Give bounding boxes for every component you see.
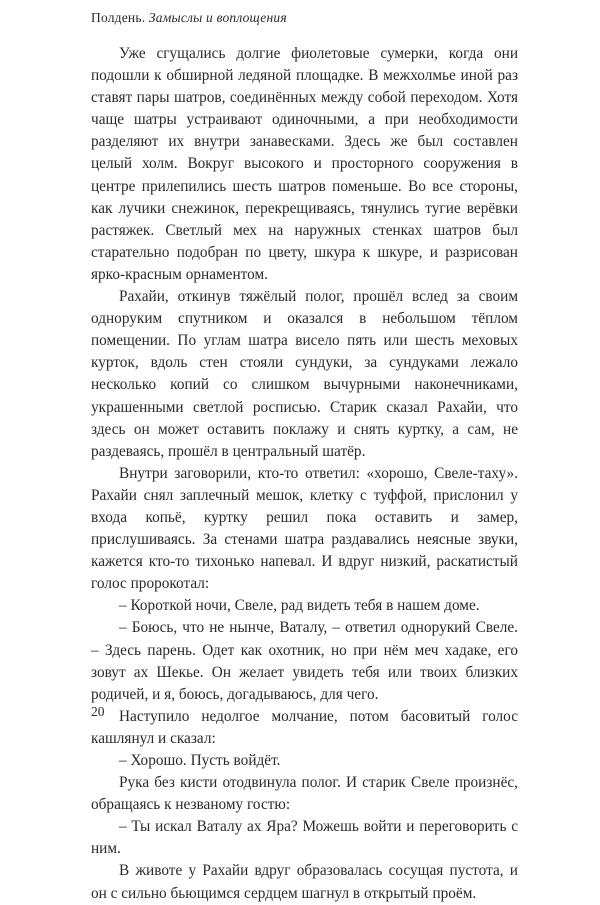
paragraph: Рука без кисти отодвинула полог. И старик Свеле произнёс, обращаясь к незваному гостю:	[91, 774, 518, 814]
text-body	[91, 43, 518, 905]
running-header	[91, 10, 287, 26]
paragraph: Наступило недолгое молчание, потом басовитый голос кашлянул и сказал:	[91, 707, 518, 747]
dialogue-line: – Короткой ночи, Свеле, рад видеть тебя в нашем доме.	[119, 597, 480, 615]
dialogue-line: – Ты искал Ваталу ах Яра? Можешь войти и переговорить с ним.	[91, 818, 518, 858]
paragraph: Уже сгущались долгие фиолетовые сумерки, когда они подошли к обширной ледяной площадке. В межхолмье иной раз ставят пары шатров, соединённых между собой переходом. Хотя чаще шатры устраивают одиночными, а при необходимости разделяют их внутри занавесками. Здесь же был составлен целый холм. Вокруг высокого и просторного сооружения в центре прилепились шесть шатров поменьше. Во все стороны, как лучики снежинок, перекрещиваясь, тянулись тугие верёвки растяжек. Светлый мех на наружных стенках шатров был старательно подобран по цвету, шкура к шкуре, и разрисован ярко-красным орнаментом.	[91, 45, 518, 283]
paragraph: В животе у Рахайи вдруг образовалась сосущая пустота, и он с сильно бьющимся сердцем шагнул в открытый проём.	[91, 862, 518, 902]
page-number: 20	[91, 704, 105, 719]
paragraph: Внутри заговорили, кто-то ответил: «хорошо, Свеле-таху». Рахайи снял заплечный мешок, клетку с туффой, прислонил у входа копьё, куртку решил пока оставить и замер, прислушиваясь. За стенами шатра раздавались неясные звуки, кажется кто-то тихонько напевал. И вдруг низкий, раскатистый голос пророкотал:	[91, 464, 518, 593]
paragraph: Рахайи, откинув тяжёлый полог, прошёл вслед за своим одноруким спутником и оказался в небольшом тёплом помещении. По углам шатра висело пять или шесть меховых курток, вдоль стен стояли сундуки, за сундуками лежало несколько копий со слишком вычурными наконечниками, украшенными светлой росписью. Старик сказал Рахайи, что здесь он может оставить поклажу и снять куртку, а сам, не раздеваясь, прошёл в центральный шатёр.	[91, 288, 518, 460]
dialogue-line: – Боюсь, что не нынче, Ваталу, – ответил однорукий Свеле. – Здесь парень. Одет как охотник, но при нём меч хадаке, его зовут ах Шекье. Он желает увидеть тебя или твоих близких родичей, и я, боюсь, догадываюсь, для чего.	[91, 619, 518, 703]
header-section-title: Замыслы и воплощения	[148, 10, 287, 25]
dialogue-line: – Хорошо. Пусть войдёт.	[119, 752, 281, 769]
header-part: Полдень.	[91, 10, 146, 25]
